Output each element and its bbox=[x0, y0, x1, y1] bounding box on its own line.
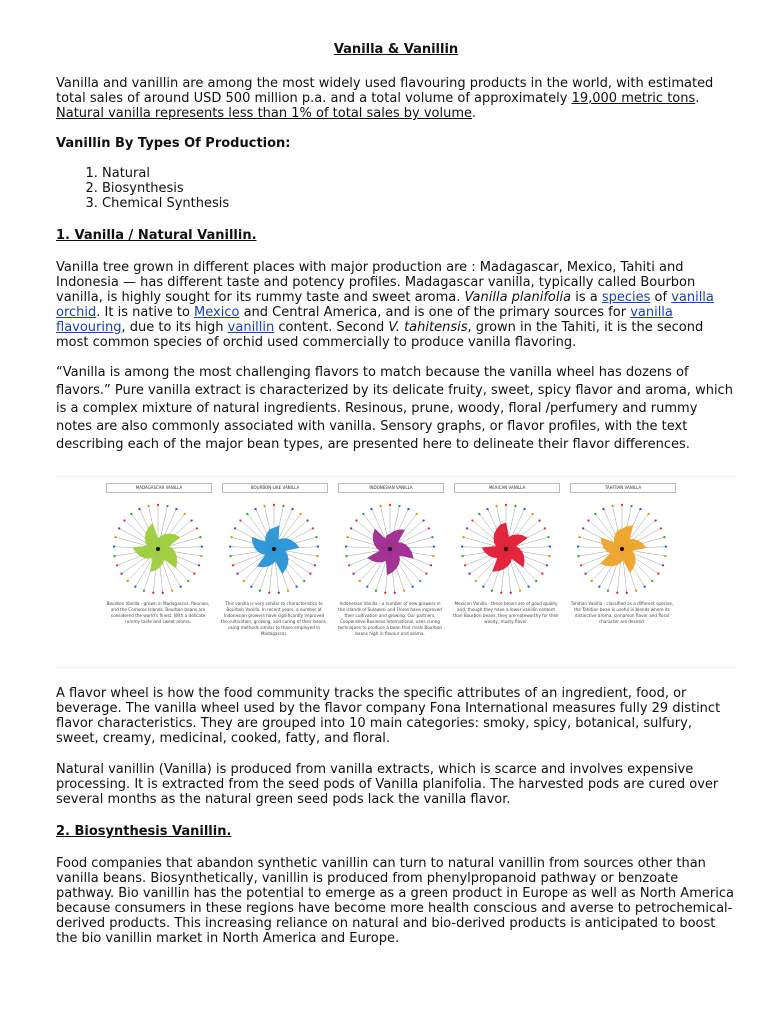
wheel-spoke-dot bbox=[375, 589, 377, 591]
wheel-spoke-dot bbox=[544, 527, 546, 529]
wheel-spoke-dot bbox=[662, 564, 664, 566]
natural-share: Natural vanilla represents less than 1% of total sales by volume bbox=[56, 106, 473, 121]
s1p1-text-f: , due to its high bbox=[121, 320, 228, 335]
wheel-spoke-dot bbox=[466, 527, 468, 529]
wheel-spoke-dot bbox=[263, 505, 265, 507]
wheel-spoke-dot bbox=[607, 589, 609, 591]
wheel-spoke-dot bbox=[239, 519, 241, 521]
wheel-center bbox=[156, 547, 160, 551]
intro-text-1: Vanilla and vanillin are among the most widely used flavouring products in the world, with estimated total sales of around USD 500 million p.a. and a total volume of approximately bbox=[56, 76, 714, 106]
wheel-spoke-dot bbox=[116, 564, 118, 566]
wheel-spoke-dot bbox=[250, 586, 252, 588]
wheel-spoke-dot bbox=[577, 555, 579, 557]
wheel-spoke-dot bbox=[362, 513, 364, 515]
wheel-spoke-dot bbox=[523, 508, 525, 510]
wheel-spoke-dot bbox=[577, 545, 579, 547]
wheel-spoke-dot bbox=[183, 513, 185, 515]
wheel-spoke-dot bbox=[230, 536, 232, 538]
wheel-spoke-dot bbox=[309, 572, 311, 574]
wheel-spoke-dot bbox=[660, 527, 662, 529]
wheel-spoke-dot bbox=[345, 555, 347, 557]
wheel-spoke-dot bbox=[471, 519, 473, 521]
wheel-spoke-dot bbox=[314, 564, 316, 566]
wheel-profile bbox=[368, 529, 414, 575]
wheel-spoke-dot bbox=[355, 519, 357, 521]
vanillin-link[interactable]: vanillin bbox=[227, 320, 275, 335]
wheel-spoke-dot bbox=[259, 589, 261, 591]
wheel-spoke-dot bbox=[175, 508, 177, 510]
wheel-spoke-dot bbox=[254, 508, 256, 510]
types-list bbox=[56, 166, 736, 211]
metric-tons: 19,000 metric tons bbox=[571, 91, 696, 106]
flavor-wheel-bourbon-like bbox=[214, 483, 334, 663]
planifolia-text: Vanilla planifolia bbox=[464, 290, 572, 305]
wheel-spoke-dot bbox=[287, 589, 289, 591]
wheel-caption: Bourbon Vanilla - grown in Madagascar, Reunion, and the Comoros Islands. Bourbon beans are considered the world's finest. With a delicate rummy taste and sweet aroma. bbox=[106, 601, 210, 624]
wheel-spoke-dot bbox=[478, 513, 480, 515]
wheel-spoke-dot bbox=[200, 555, 202, 557]
wheel-spoke-dot bbox=[510, 592, 512, 594]
wheel-spoke-dot bbox=[312, 527, 314, 529]
wheel-spoke-dot bbox=[578, 536, 580, 538]
wheel-spoke-dot bbox=[630, 505, 632, 507]
wheel-spoke-dot bbox=[179, 586, 181, 588]
wheel-spoke-dot bbox=[482, 586, 484, 588]
wheel-graphic bbox=[562, 483, 682, 603]
species-link[interactable]: species bbox=[601, 290, 651, 305]
section1-heading: 1. Vanilla / Natural Vanillin. bbox=[56, 228, 257, 243]
wheel-label: MEXICAN VANILLA bbox=[454, 483, 560, 493]
wheel-spoke-dot bbox=[541, 572, 543, 574]
wheel-spoke-dot bbox=[229, 545, 231, 547]
wheel-spoke-dot bbox=[547, 536, 549, 538]
wheel-spoke-dot bbox=[152, 592, 154, 594]
wheel-spoke-dot bbox=[428, 527, 430, 529]
wheel-spoke-dot bbox=[162, 592, 164, 594]
wheel-spoke-dot bbox=[425, 572, 427, 574]
wheel-label: INDONESIAN VANILLA bbox=[338, 483, 444, 493]
wheel-spoke-dot bbox=[433, 545, 435, 547]
wheel-spoke-dot bbox=[594, 513, 596, 515]
wheel-spoke-dot bbox=[113, 545, 115, 547]
flavor-wheel-paragraph: A flavor wheel is how the food community tracks the specific attributes of an ingredient, food, or beverage. The vanilla wheel used by the flavor company Fona International measures fully 29 distinct flavor characteristics. They are grouped into 10 main categories: smoky, spicy, botanical, sulfury, sweet, creamy, medicinal, cooked, fatty, and floral. bbox=[56, 686, 721, 746]
s1p1-text-g: content. Second bbox=[274, 320, 389, 335]
wheel-spoke-dot bbox=[123, 519, 125, 521]
wheel-graphic bbox=[214, 483, 334, 603]
wheel-spoke-dot bbox=[432, 555, 434, 557]
wheel-graphic bbox=[446, 483, 566, 603]
type-item: 1. Natural bbox=[102, 166, 736, 181]
wheel-label: BOURBON-LIKE VANILLA bbox=[222, 483, 328, 493]
wheel-spoke-dot bbox=[229, 555, 231, 557]
flavor-wheel-madagascar bbox=[98, 483, 218, 663]
wheel-caption: Mexican Vanilla - these beans are of good quality and, though they have a lower vanillin content than Bourbon beans, they are noteworthy for their woody, musty flavor. bbox=[452, 601, 560, 624]
wheel-caption: This vanilla is very similar to characteristics to Bourbon Vanilla. In recent years, a number of Indonesian growers have significantly improved the cultivation, growing, and curing of their beans, using methods similar to those employed in Madagascar. bbox=[220, 601, 328, 636]
wheel-spoke-dot bbox=[403, 589, 405, 591]
wheel-spoke-dot bbox=[389, 504, 391, 506]
flavor-wheel-tahitian bbox=[562, 483, 682, 663]
type-item: 3. Chemical Synthesis bbox=[102, 196, 736, 211]
wheel-spoke-dot bbox=[431, 536, 433, 538]
wheel-spoke-dot bbox=[236, 572, 238, 574]
wheel-spoke-dot bbox=[370, 508, 372, 510]
wheel-spoke-dot bbox=[303, 580, 305, 582]
wheel-spoke-dot bbox=[394, 592, 396, 594]
wheel-spoke-dot bbox=[198, 564, 200, 566]
wheel-spoke-dot bbox=[531, 513, 533, 515]
section1-para3 bbox=[56, 686, 736, 746]
s1p1-text-b: is a bbox=[571, 290, 602, 305]
wheel-center bbox=[620, 547, 624, 551]
wheel-spoke-dot bbox=[635, 589, 637, 591]
wheel-label: MADAGASCAR VANILLA bbox=[106, 483, 212, 493]
wheel-spoke-dot bbox=[639, 508, 641, 510]
wheel-spoke-dot bbox=[366, 586, 368, 588]
wheel-caption: Indonesian Vanilla - a number of new growers in the islands of Sulawesi and Flores have improved their cultivation and growing. Our partners, Cooperative Business International, uses curing techniques to produce a bean that rivals Bourbon beans high in flavour and aroma. bbox=[337, 601, 443, 636]
intro-text-3: . bbox=[472, 106, 477, 121]
wheel-spoke-dot bbox=[295, 586, 297, 588]
wheel-spoke-dot bbox=[345, 545, 347, 547]
wheel-spoke-dot bbox=[580, 564, 582, 566]
wheel-spoke-dot bbox=[602, 508, 604, 510]
wheel-spoke-dot bbox=[616, 592, 618, 594]
wheel-spoke-dot bbox=[546, 564, 548, 566]
wheel-spoke-dot bbox=[475, 580, 477, 582]
wheel-spoke-dot bbox=[138, 508, 140, 510]
wheel-spoke-dot bbox=[647, 513, 649, 515]
wheel-spoke-dot bbox=[665, 545, 667, 547]
wheel-spoke-dot bbox=[127, 580, 129, 582]
wheel-spoke-dot bbox=[398, 505, 400, 507]
document-title: Vanilla & Vanillin bbox=[333, 42, 459, 57]
wheel-spoke-dot bbox=[419, 580, 421, 582]
wheel-spoke-dot bbox=[273, 504, 275, 506]
s1p1-text-d: . It is native to bbox=[96, 305, 195, 320]
wheel-spoke-dot bbox=[143, 589, 145, 591]
wheel-spoke-dot bbox=[407, 508, 409, 510]
wheel-spoke-dot bbox=[538, 519, 540, 521]
wheel-spoke-dot bbox=[196, 527, 198, 529]
wheel-spoke-dot bbox=[134, 586, 136, 588]
wheel-spoke-dot bbox=[430, 564, 432, 566]
wheel-center bbox=[504, 547, 508, 551]
section1-para4 bbox=[56, 762, 736, 807]
biosynthesis-paragraph: Food companies that abandon synthetic vanillin can turn to natural vanillin from sources other than vanilla beans. Biosynthetically, vanillin is produced from phenylpropanoid pathway or benzoate pathway. Bio vanillin has the potential to emerge as a green product in Europe as well as North America because consumers in these regions have become more health conscious and averse to petrochemical-derived products. This increasing reliance on natural and bio-derived products is anticipated to boost the bio vanillin market in North America and Europe. bbox=[56, 856, 734, 946]
wheel-spoke-dot bbox=[651, 580, 653, 582]
wheel-spoke-dot bbox=[317, 545, 319, 547]
section2-heading: 2. Biosynthesis Vanillin. bbox=[56, 824, 232, 839]
mexico-link[interactable]: Mexico bbox=[194, 305, 240, 320]
wheel-spoke-dot bbox=[348, 564, 350, 566]
wheel-spoke-dot bbox=[193, 572, 195, 574]
wheel-spoke-dot bbox=[549, 545, 551, 547]
s1p1-text-e: and Central America, and is one of the primary sources for bbox=[239, 305, 631, 320]
wheel-graphic bbox=[98, 483, 218, 603]
wheel-spoke-dot bbox=[114, 536, 116, 538]
wheel-spoke-dot bbox=[234, 527, 236, 529]
wheel-spoke-dot bbox=[246, 513, 248, 515]
wheel-spoke-dot bbox=[664, 555, 666, 557]
wheel-spoke-dot bbox=[113, 555, 115, 557]
intro-paragraph bbox=[56, 76, 736, 121]
wheel-spoke-dot bbox=[582, 527, 584, 529]
wheel-spoke-dot bbox=[591, 580, 593, 582]
wheel-spoke-dot bbox=[120, 572, 122, 574]
flavor-paragraph: “Vanilla is among the most challenging flavors to match because the vanilla wheel has dozens of flavors.” Pure vanilla extract is characterized by its delicate fruity, sweet, spicy flavor and aroma, which is a complex mixture of natural ingredients. Resinous, prune, woody, floral /perfumery and rummy notes are also commonly associated with vanilla. Sensory graphs, or flavor profiles, with the text describing each of the major bean types, are presented here to delineate their flavor differences. bbox=[56, 365, 733, 452]
wheel-spoke-dot bbox=[359, 580, 361, 582]
wheel-spoke-dot bbox=[147, 505, 149, 507]
wheel-spoke-dot bbox=[199, 536, 201, 538]
type-item: 2. Biosynthesis bbox=[102, 181, 736, 196]
wheel-spoke-dot bbox=[299, 513, 301, 515]
wheel-spoke-dot bbox=[306, 519, 308, 521]
wheel-spoke-dot bbox=[268, 592, 270, 594]
tahitensis-text: V. tahitensis bbox=[388, 320, 468, 335]
wheel-spoke-dot bbox=[519, 589, 521, 591]
wheel-spoke-dot bbox=[171, 589, 173, 591]
s1p1-text-h: , grown in the Tahiti, it is the second most common species of orchid used commercially to produce vanilla flavoring. bbox=[56, 320, 704, 350]
wheel-spoke-dot bbox=[468, 572, 470, 574]
wheel-spoke-dot bbox=[232, 564, 234, 566]
wheel-spoke-dot bbox=[130, 513, 132, 515]
wheel-spoke-dot bbox=[491, 589, 493, 591]
flavor-wheels-figure bbox=[56, 476, 736, 668]
wheel-spoke-dot bbox=[350, 527, 352, 529]
wheel-spoke-dot bbox=[187, 580, 189, 582]
wheel-spoke-dot bbox=[464, 564, 466, 566]
wheel-spoke-dot bbox=[584, 572, 586, 574]
flavor-wheel-indonesian bbox=[330, 483, 450, 663]
wheel-spoke-dot bbox=[352, 572, 354, 574]
wheel-spoke-dot bbox=[643, 586, 645, 588]
wheel-spoke-dot bbox=[500, 592, 502, 594]
wheel-spoke-dot bbox=[415, 513, 417, 515]
wheel-spoke-dot bbox=[657, 572, 659, 574]
wheel-caption: Tahitian Vanilla - classified as a different species, the Tahitian bean is useful in blends where its distinctive aroma, cinnamon flavor and floral character are desired. bbox=[570, 601, 674, 624]
wheel-spoke-dot bbox=[587, 519, 589, 521]
s1p1-text-c: of bbox=[650, 290, 672, 305]
wheel-spoke-dot bbox=[611, 505, 613, 507]
natural-vanillin-paragraph: Natural vanillin (Vanilla) is produced from vanilla extracts, which is scarce and involves expensive processing. It is extracted from the seed pods of Vanilla planifolia. The harvested pods are cured over several months as the natural green seed pods lack the vanilla flavor. bbox=[56, 762, 719, 807]
wheel-spoke-dot bbox=[422, 519, 424, 521]
wheel-spoke-dot bbox=[598, 586, 600, 588]
wheel-spoke-dot bbox=[291, 508, 293, 510]
wheel-spoke-dot bbox=[379, 505, 381, 507]
s1p1-text-a: Vanilla tree grown in different places with major production are : Madagascar, Mexico, Tahiti and Indonesia — has different taste and potency profiles. Madagascar vanilla, typically called Bourbon vanilla, is highly sought for its rummy taste and sweet aroma. bbox=[56, 260, 696, 305]
section1-para1 bbox=[56, 260, 736, 350]
wheel-spoke-dot bbox=[654, 519, 656, 521]
wheel-spoke-dot bbox=[384, 592, 386, 594]
vanilla-orchid-link[interactable]: vanilla orchid bbox=[56, 290, 714, 320]
wheel-spoke-dot bbox=[486, 508, 488, 510]
wheel-spoke-dot bbox=[548, 555, 550, 557]
wheel-spoke-dot bbox=[461, 545, 463, 547]
wheel-spoke-dot bbox=[346, 536, 348, 538]
wheel-center bbox=[272, 547, 276, 551]
flavor-wheel-mexican bbox=[446, 483, 566, 663]
wheel-spoke-dot bbox=[316, 555, 318, 557]
wheel-spoke-dot bbox=[527, 586, 529, 588]
section1-para2 bbox=[56, 364, 736, 454]
wheel-spoke-dot bbox=[514, 505, 516, 507]
wheel-spoke-dot bbox=[621, 504, 623, 506]
wheel-label: TAHITIAN VANILLA bbox=[570, 483, 676, 493]
wheel-spoke-dot bbox=[118, 527, 120, 529]
wheel-spoke-dot bbox=[495, 505, 497, 507]
vanilla-flavouring-link[interactable]: vanilla flavouring bbox=[56, 305, 673, 335]
wheel-spoke-dot bbox=[461, 555, 463, 557]
wheel-spoke-dot bbox=[282, 505, 284, 507]
wheel-spoke-dot bbox=[505, 504, 507, 506]
intro-text-2: . bbox=[695, 91, 700, 106]
wheel-spoke-dot bbox=[411, 586, 413, 588]
wheel-spoke-dot bbox=[201, 545, 203, 547]
wheel-spoke-dot bbox=[157, 504, 159, 506]
wheel-center bbox=[388, 547, 392, 551]
wheel-spoke-dot bbox=[278, 592, 280, 594]
wheel-spoke-dot bbox=[663, 536, 665, 538]
wheel-spoke-dot bbox=[243, 580, 245, 582]
wheel-spoke-dot bbox=[535, 580, 537, 582]
wheel-graphic bbox=[330, 483, 450, 603]
wheel-spoke-dot bbox=[626, 592, 628, 594]
wheel-spoke-dot bbox=[462, 536, 464, 538]
types-heading: Vanillin By Types Of Production: bbox=[56, 136, 291, 151]
section2-para1 bbox=[56, 856, 736, 946]
wheel-spoke-dot bbox=[166, 505, 168, 507]
wheel-spoke-dot bbox=[190, 519, 192, 521]
wheel-spoke-dot bbox=[315, 536, 317, 538]
